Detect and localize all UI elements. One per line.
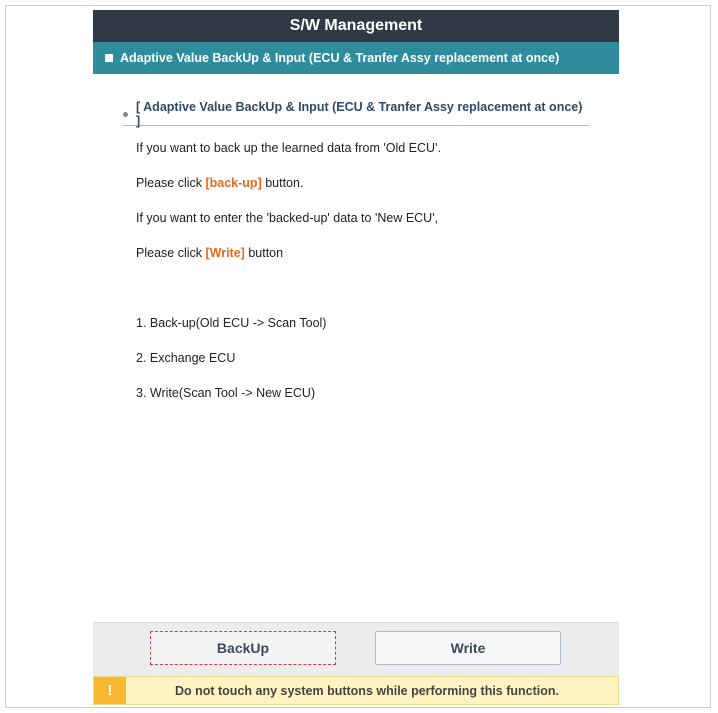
function-subheader xyxy=(93,42,619,74)
write-highlight: [Write] xyxy=(205,246,245,260)
backup-button[interactable]: BackUp xyxy=(150,631,336,665)
instruction-text: button xyxy=(244,246,284,260)
step-item: 2. Exchange ECU xyxy=(136,351,236,365)
warning-icon: ! xyxy=(94,677,126,704)
instruction-line-3: If you want to enter the 'backed-up' data to 'New ECU', xyxy=(136,211,439,225)
section-heading-text: [ Adaptive Value BackUp & Input (ECU & Tranfer Assy replacement at once) ] xyxy=(135,100,583,128)
instruction-text: Please click xyxy=(136,176,206,190)
backup-highlight: [back-up] xyxy=(205,176,262,190)
instruction-line-2 xyxy=(136,176,303,190)
instruction-text: Please click xyxy=(136,246,206,260)
warning-message: Do not touch any system buttons while performing this function. xyxy=(174,683,560,698)
subheader-label: Adaptive Value BackUp & Input (ECU & Tranfer Assy replacement at once) xyxy=(120,51,560,65)
sw-management-panel xyxy=(93,10,619,705)
button-bar xyxy=(93,622,619,677)
bullet-dot-icon xyxy=(123,112,128,117)
instruction-line-4 xyxy=(136,246,283,260)
square-bullet-icon xyxy=(105,54,113,62)
section-heading xyxy=(123,100,589,128)
instruction-text: button. xyxy=(261,176,304,190)
step-item: 1. Back-up(Old ECU -> Scan Tool) xyxy=(136,316,327,330)
warning-bar xyxy=(93,676,619,705)
window-title: S/W Management xyxy=(93,10,619,42)
write-button[interactable]: Write xyxy=(375,631,561,665)
instruction-line-1: If you want to back up the learned data from 'Old ECU'. xyxy=(136,141,441,155)
step-item: 3. Write(Scan Tool -> New ECU) xyxy=(136,386,316,400)
